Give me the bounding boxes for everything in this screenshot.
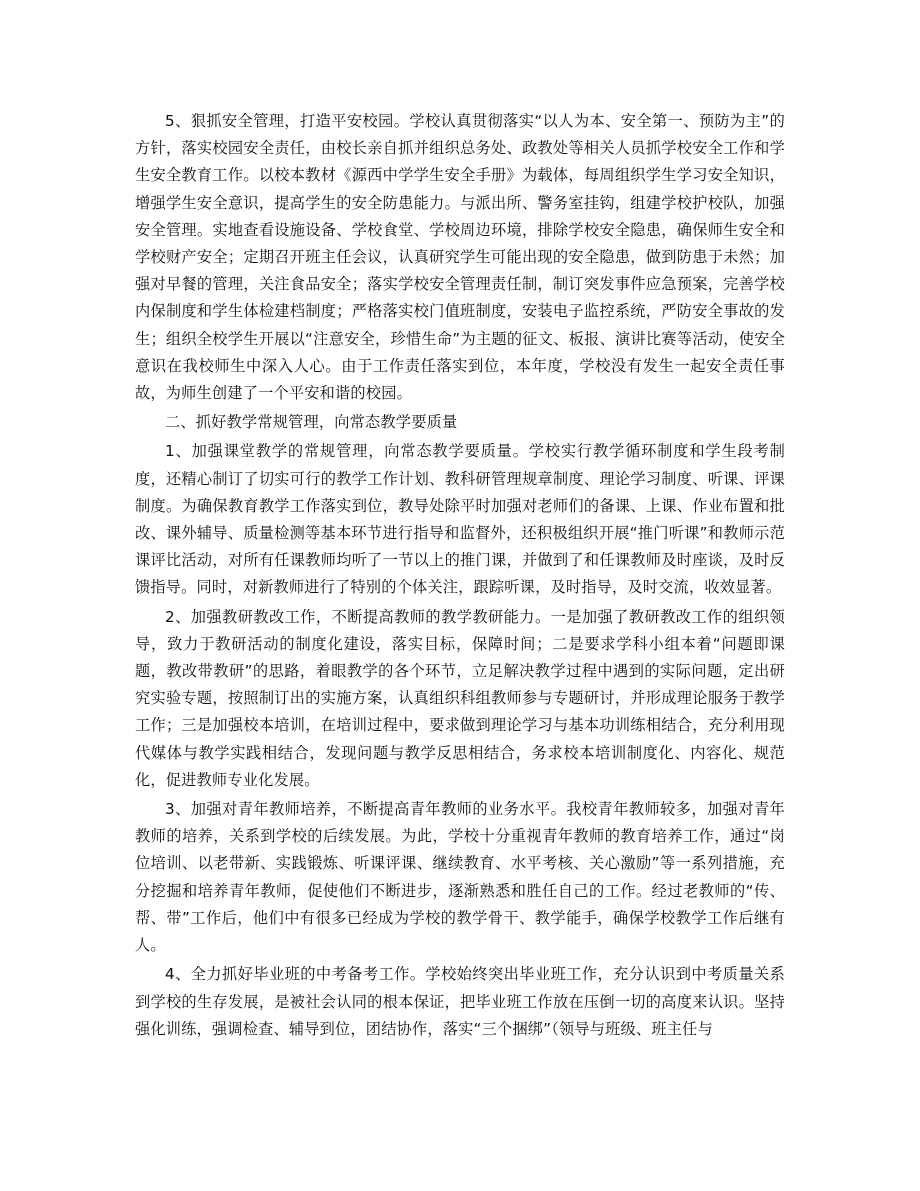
paragraph-teaching-research: 2、加强教研教改工作，不断提高教师的教学教研能力。一是加强了教研教改工作的组织领导，致力于教研活动的制度化建设，落实目标，保障时间；二是要求学科小组本着“问题即课题，教改带教研”的思路，着眼教学的各个环节，立足解决教学过程中遇到的实际问题，定出研究实验专题，按照制订出的实施方案，认真组织科组教师参与专题研讨，并形成理论服务于教学工作；三是加强校本培训，在培训过程中，要求做到理论学习与基本功训练相结合，充分利用现代媒体与教学实践相结合，发现问题与教学反思相结合，务求校本培训制度化、内容化、规范化，促进教师专业化发展。: [135, 607, 785, 789]
section-heading-teaching-routine: 二、抓好教学常规管理，向常态教学要质量: [165, 413, 458, 432]
paragraph-safety-management: 5、狠抓安全管理，打造平安校园。学校认真贯彻落实“以人为本、安全第一、预防为主”的方针，落实校园安全责任，由校长亲自抓并组织总务处、政教处等相关人员抓学校安全工作和学生安全教育工作。以校本教材《源西中学学生安全手册》为载体，每周组织学生学习安全知识，增强学生安全意识，提高学生的安全防患能力。与派出所、警务室挂钩，组建学校护校队，加强安全管理。实地查看设施设备、学校食堂、学校周边环境，排除学校安全隐患，确保师生安全和学校财产安全；定期召开班主任会议，认真研究学生可能出现的安全隐患，做到防患于未然；加强对早餐的管理，关注食品安全；落实学校安全管理责任制，制订突发事件应急预案，完善学校内保制度和学生体检建档制度；严格落实校门值班制度，安装电子监控系统，严防安全事故的发生；组织全校学生开展以“注意安全，珍惜生命”为主题的征文、板报、演讲比赛等活动，使安全意识在我校师生中深入人心。由于工作责任落实到位，本年度，学校没有发生一起安全责任事故，为师生创建了一个平安和谐的校园。: [135, 112, 785, 403]
paragraph-graduating-class: 4、全力抓好毕业班的中考备考工作。学校始终突出毕业班工作，充分认识到中考质量关系到学校的生存发展，是被社会认同的根本保证，把毕业班工作放在压倒一切的高度来认识。坚持强化训练，强调检查、辅导到位，团结协作，落实“三个捆绑”（领导与班级、班主任与: [135, 965, 785, 1038]
paragraph-classroom-teaching: 1、加强课堂教学的常规管理，向常态教学要质量。学校实行教学循环制度和学生段考制度，还精心制订了切实可行的教学工作计划、教科研管理规章制度、理论学习制度、听课、评课制度。为确保教育教学工作落实到位，教导处除平时加强对老师们的备课、上课、作业布置和批改、课外辅导、质量检测等基本环节进行指导和监督外，还积极组织开展“推门听课”和教师示范课评比活动，对所有任课教师均听了一节以上的推门课，并做到了和任课教师及时座谈，及时反馈指导。同时，对新教师进行了特别的个体关注，跟踪听课，及时指导，及时交流，收效显著。: [135, 442, 785, 597]
paragraph-young-teachers: 3、加强对青年教师培养，不断提高青年教师的业务水平。我校青年教师较多，加强对青年教师的培养，关系到学校的后续发展。为此，学校十分重视青年教师的教育培养工作，通过“岗位培训、以老带新、实践锻炼、听课评课、继续教育、水平考核、关心激励”等一系列措施，充分挖掘和培养青年教师，促使他们不断进步，逐渐熟悉和胜任自己的工作。经过老教师的“传、帮、带”工作后，他们中有很多已经成为学校的教学骨干、教学能手，确保学校教学工作后继有人。: [135, 800, 785, 955]
document-page: [135, 108, 785, 1043]
